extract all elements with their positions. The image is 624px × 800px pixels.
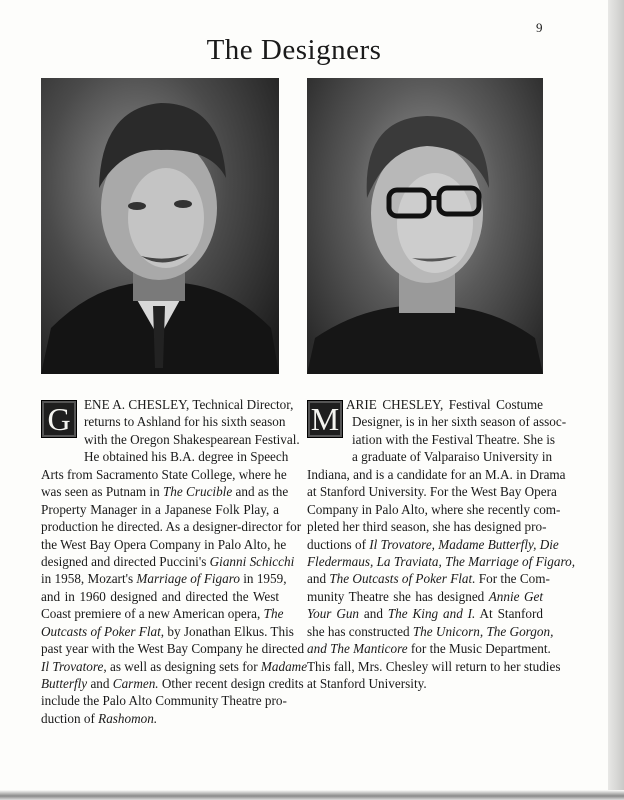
text-run: ENE A. CHESLEY, Technical Director,	[84, 397, 294, 412]
text-line	[41, 675, 304, 692]
text-line	[307, 640, 551, 657]
italic-title: Madame	[260, 658, 308, 674]
text-line	[84, 396, 294, 413]
text-line	[41, 483, 289, 500]
page-title: The Designers	[206, 34, 382, 66]
italic-title: and The Manticore	[307, 641, 408, 657]
text-line	[41, 536, 287, 553]
text-run: was seen as Putnam in	[41, 484, 163, 500]
text-run: designed and directed Puccini's	[41, 553, 210, 569]
italic-title: Il Trovatore	[41, 658, 104, 674]
text-line	[41, 570, 287, 587]
portrait-photo-gene-chesley	[41, 78, 279, 374]
text-run: For the Com-	[475, 571, 550, 587]
text-line	[84, 431, 300, 448]
text-line	[41, 710, 279, 727]
text-line	[307, 675, 543, 692]
text-line	[307, 623, 554, 640]
text-run: At Stanford	[475, 606, 543, 622]
text-run: He obtained his B.A. degree in Speech	[84, 449, 289, 465]
text-run: duction of	[41, 710, 99, 726]
text-run: Other recent design credits	[158, 676, 304, 691]
text-line	[41, 553, 295, 570]
text-line	[41, 518, 302, 535]
text-line	[307, 588, 543, 605]
text-run: and	[87, 676, 113, 691]
text-line	[41, 640, 305, 657]
text-line	[307, 518, 547, 535]
text-run: past year with the West Bay Company he directed	[41, 641, 305, 657]
italic-title: Annie Get	[488, 588, 543, 604]
text-line	[41, 501, 279, 518]
text-run: with the Oregon Shakespearean Festival.	[84, 431, 300, 447]
text-run: production he directed. As a designer-director for	[41, 519, 302, 535]
italic-title: Fledermaus, La Traviata, The Marriage of Figaro,	[307, 553, 576, 569]
page-number: 9	[536, 20, 543, 35]
text-run: in 1958, Mozart's	[41, 571, 137, 587]
text-run: and as the	[232, 484, 289, 500]
text-line	[41, 588, 279, 605]
text-run: Company in Palo Alto, where she recently com-	[307, 501, 561, 517]
text-line	[352, 431, 556, 448]
text-run: pleted her third season, she has designed pro-	[307, 519, 547, 535]
text-line	[307, 536, 559, 553]
text-run: This fall, Mrs. Chesley will return to her studies	[307, 658, 561, 674]
text-run: Indiana, and is a candidate for an M.A. in Drama	[307, 466, 566, 482]
text-run: in 1959,	[239, 571, 287, 587]
text-run: Property Manager in a Japanese Folk Play, a	[41, 501, 279, 517]
text-line	[307, 605, 543, 622]
text-line	[307, 483, 557, 500]
text-run: include the Palo Alto Community Theatre pro-	[41, 693, 287, 709]
text-run: Coast premiere of a new American opera,	[41, 606, 264, 622]
page-bottom-edge	[0, 790, 624, 800]
text-line	[352, 413, 567, 430]
text-run: she has constructed	[307, 623, 413, 639]
text-run: ductions of	[307, 536, 370, 552]
italic-title: The Crucible	[162, 484, 233, 500]
italic-title: Rashomon.	[98, 710, 158, 726]
bio-gene-chesley	[41, 396, 308, 727]
italic-title: Gianni Schicchi	[209, 553, 295, 569]
italic-title: Outcasts of Poker Flat	[41, 623, 161, 639]
text-line	[41, 466, 287, 483]
text-line	[346, 396, 543, 413]
italic-title: Your Gun	[307, 606, 360, 622]
italic-title: The Unicorn, The Gorgon,	[412, 623, 554, 639]
text-run: Arts from Sacramento State College, where he	[41, 466, 287, 482]
bio-text	[41, 396, 308, 727]
text-run: munity Theatre she has designed	[307, 588, 489, 604]
text-run: at Stanford University. For the West Bay Opera	[307, 484, 557, 500]
text-run: ARIE CHESLEY, Festival Costume	[346, 397, 543, 412]
text-line	[307, 553, 576, 570]
bio-marie-chesley	[307, 396, 576, 692]
text-run: the West Bay Opera Company in Palo Alto, he	[41, 536, 287, 552]
text-line	[307, 658, 561, 675]
text-run: a graduate of Valparaiso University in	[352, 449, 553, 465]
text-run: , by Jonathan Elkus. This	[160, 623, 294, 639]
text-line	[84, 413, 286, 430]
text-run: iation with the Festival Theatre. She is	[352, 431, 556, 447]
text-line	[84, 448, 289, 465]
italic-title: The Outcasts of Poker Flat.	[329, 571, 476, 587]
text-run: Designer, is in her sixth season of assoc-	[352, 414, 567, 430]
text-line	[41, 605, 284, 622]
text-line	[307, 466, 566, 483]
text-run: , as well as designing sets for	[103, 658, 261, 674]
text-run: at Stanford University.	[307, 676, 427, 691]
drop-cap-m: M	[307, 400, 343, 438]
italic-title: Butterfly	[41, 676, 88, 691]
bio-text	[307, 396, 576, 692]
text-run: and	[307, 571, 330, 587]
italic-title: Carmen.	[112, 676, 159, 691]
text-run: returns to Ashland for his sixth season	[84, 414, 286, 430]
page-edge-shadow	[608, 0, 624, 800]
drop-cap-g: G	[41, 400, 77, 438]
italic-title: Il Trovatore, Madame Butterfly, Die	[369, 536, 559, 552]
text-line	[41, 692, 287, 709]
text-run: and	[359, 606, 388, 622]
portrait-photo-marie-chesley	[307, 78, 543, 374]
italic-title: The	[263, 606, 284, 622]
text-line	[41, 658, 308, 675]
text-line	[307, 570, 550, 587]
italic-title: The King and I.	[387, 606, 476, 622]
text-line	[307, 501, 561, 518]
text-line	[352, 448, 553, 465]
text-run: and in 1960 designed and directed the West	[41, 588, 279, 604]
text-line	[41, 623, 294, 640]
text-run: for the Music Department.	[407, 641, 551, 657]
italic-title: Marriage of Figaro	[136, 571, 240, 587]
